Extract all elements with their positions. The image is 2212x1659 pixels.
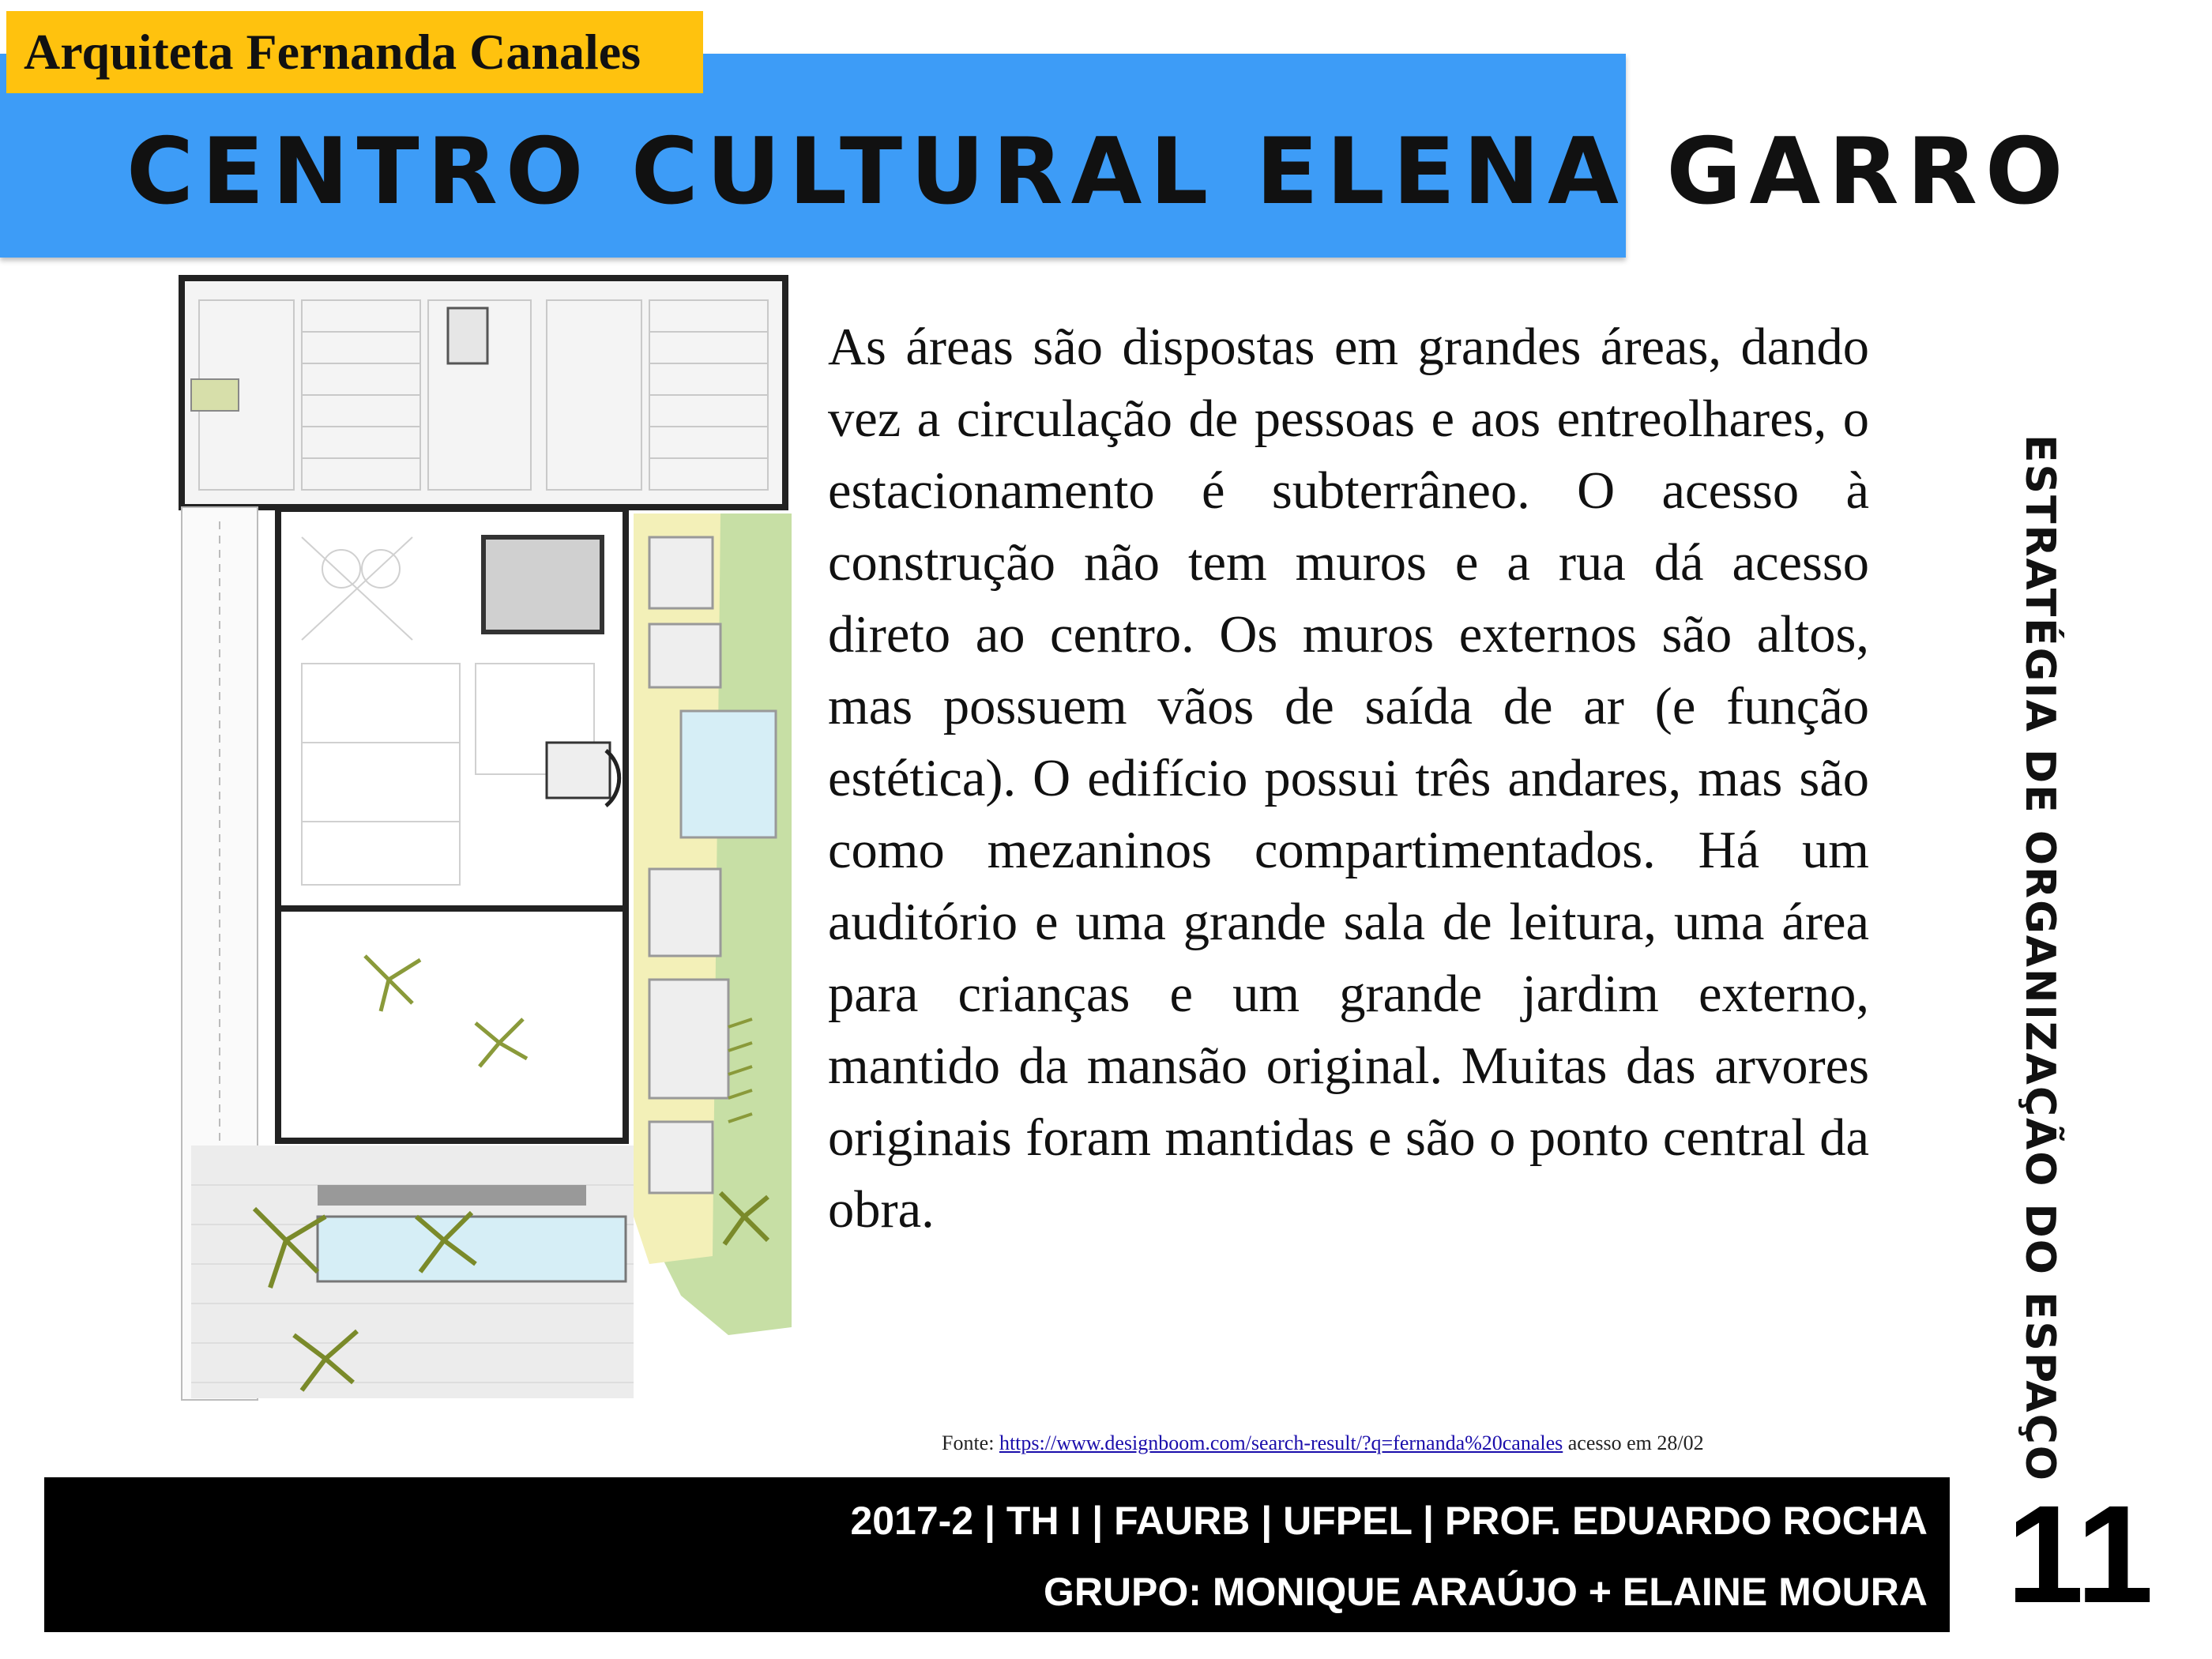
page-number: 11 [2006,1477,2154,1632]
floor-plan-image [175,269,811,1406]
page-title: CENTRO CULTURAL ELENA GARRO [126,118,2071,225]
architect-label: Arquiteta Fernanda Canales [6,11,703,93]
plan-pool [318,1217,626,1281]
description-paragraph: As áreas são dispostas em grandes áreas, dando vez a circulação de pessoas e aos entreolhares, o estacionamento é subterrâneo. O acesso à construção não tem muros e a rua dá acesso direto ao centro. Os muros externos são altos, mas possuem vãos de saída de ar (e função estética). O edifício possui três andares, mas são como mezaninos compartimentados. Há um auditório e uma grande sala de leitura, uma área para crianças e um grande jardim externo, mantido da mansão original. Muitas das arvores originais foram mantidas e são o ponto central da obra. [828,318,1869,1239]
footer-group-info: GRUPO: MONIQUE ARAÚJO + ELAINE MOURA [1043,1570,1928,1614]
footer-course-info: 2017-2 | TH I | FAURB | UFPEL | PROF. EDUARDO ROCHA [850,1499,1928,1543]
source-suffix: acesso em 28/02 [1563,1431,1704,1454]
source-citation [942,1431,1704,1455]
source-prefix: Fonte: [942,1431,999,1454]
side-label: ESTRATÉGIA DE ORGANIZAÇÃO DO ESPAÇO [2016,434,2063,1482]
source-link[interactable]: https://www.designboom.com/search-result/?q=fernanda%20canales [999,1431,1563,1454]
footer-bar [44,1477,1950,1632]
